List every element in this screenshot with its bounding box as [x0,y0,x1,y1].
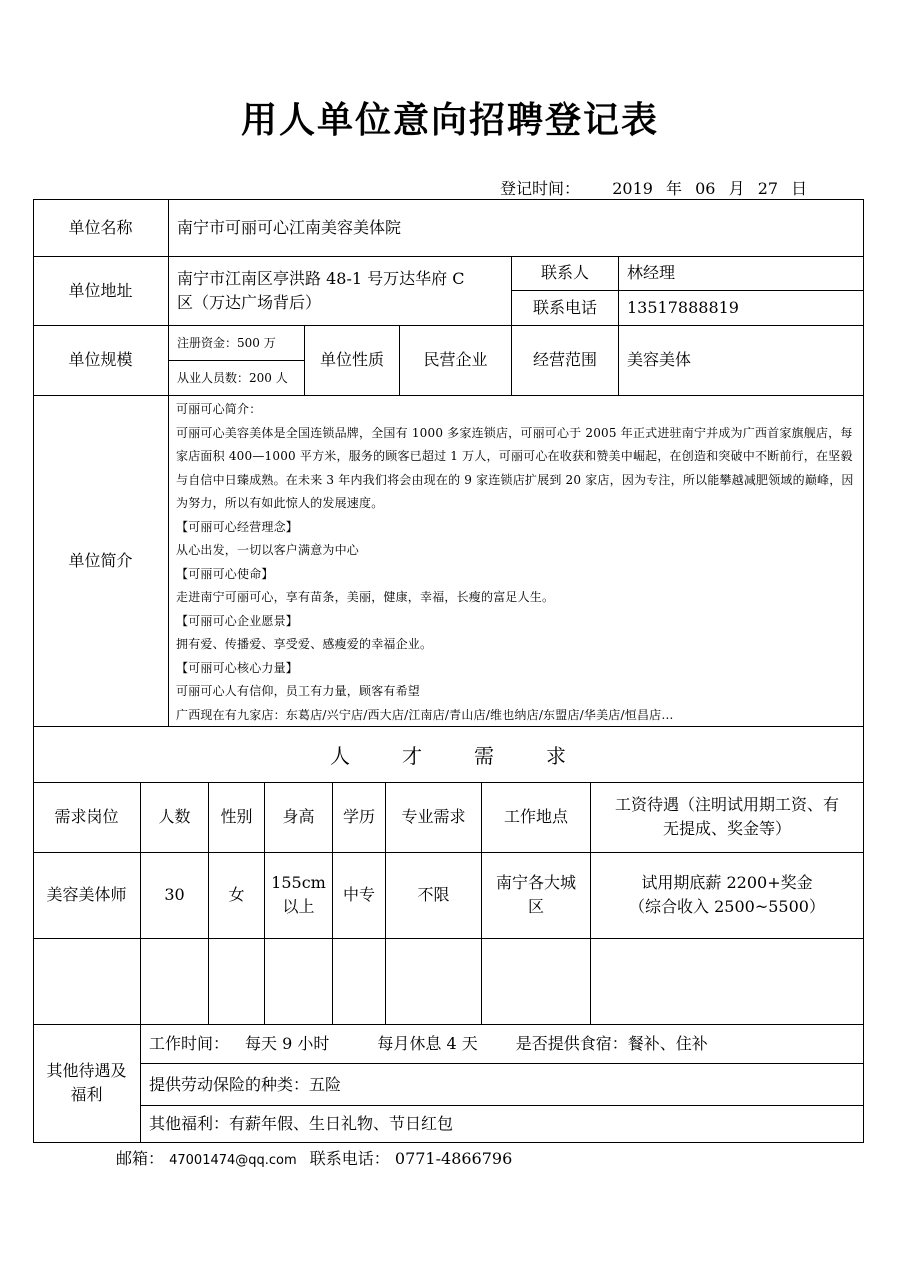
intro-stores: 广西现在有九家店：东葛店/兴宁店/西大店/江南店/青山店/维也纳店/东盟店/华美店/恒昌店… [176,707,674,722]
intro-heading: 可丽可心简介： [176,402,262,416]
row-major: 不限 [417,885,450,904]
company-scale-label: 单位规模 [68,350,133,369]
header-height: 身高 [282,807,315,826]
meal-value: 餐补、住补 [627,1033,708,1053]
row-location-line1: 南宁各大城 [495,873,576,892]
header-major: 专业需求 [401,807,466,826]
intro-core-text: 可丽可心人有信仰，员工有力量，顾客有希望 [176,684,421,698]
other-benefits-label: 其他福利： [149,1114,230,1133]
email-label: 邮箱： [116,1149,165,1168]
footer-contact [116,1146,512,1169]
row-position: 美容美体师 [46,885,127,904]
intro-philosophy-text: 从心出发，一切以客户满意为中心 [176,543,360,557]
header-count: 人数 [158,807,191,826]
grid-line [863,199,864,1143]
registered-capital: 注册资金：500 万 [177,335,276,350]
company-name-label: 单位名称 [68,217,133,237]
work-time-row [141,1024,863,1063]
company-address-line2: 区（万达广场背后） [177,292,322,312]
company-address-line1: 南宁市江南区亭洪路 48-1 号万达华府 C [177,268,465,288]
talent-char: 需 [474,743,494,768]
work-time: 每天 9 小时 [245,1033,330,1053]
talent-char: 才 [402,743,422,768]
company-address-label: 单位地址 [68,280,133,300]
business-scope-label: 经营范围 [532,350,597,369]
footer-phone-label: 联系电话： [309,1149,390,1168]
register-time-label: 登记时间： [500,179,581,198]
row-location-line2: 区 [527,897,544,916]
contact-label: 联系人 [540,263,589,282]
other-benefits-row [141,1106,863,1142]
intro-core-title: 【可丽可心核心力量】 [176,660,299,675]
company-name: 南宁市可丽可心江南美容美体院 [177,217,402,237]
intro-mission-title: 【可丽可心使命】 [176,566,274,581]
benefits-label-line2: 福利 [70,1085,103,1104]
header-gender: 性别 [220,807,253,826]
benefits-label-line1: 其他待遇及 [46,1061,127,1080]
talent-char: 人 [330,743,350,768]
talent-char: 求 [546,743,566,768]
company-intro-label: 单位简介 [68,550,133,570]
header-salary [591,782,863,852]
grid-line [33,1142,864,1143]
header-salary-line2: 无提成、奖金等） [662,819,791,838]
email-address[interactable]: 47001474@qq.com [169,1153,297,1168]
contact-name: 林经理 [627,263,676,282]
row-count: 30 [164,885,185,904]
header-education: 学历 [342,807,375,826]
register-month: 06 [695,179,716,198]
row-gender: 女 [228,885,245,904]
work-time-label: 工作时间： [149,1033,230,1053]
row-height-line2: 以上 [282,897,315,916]
rest-days: 每月休息 4 天 [377,1033,478,1053]
row-height [265,852,332,938]
insurance-label: 提供劳动保险的种类： [149,1074,310,1094]
other-benefits-value: 有薪年假、生日礼物、节日红包 [229,1114,454,1133]
intro-vision-text: 拥有爱、传播爱、享受爱、感瘦爱的幸福企业。 [176,637,433,651]
insurance-value: 五险 [309,1074,342,1094]
benefits-label [33,1024,140,1142]
register-year-unit: 年 [666,179,683,198]
intro-vision-title: 【可丽可心企业愿景】 [176,613,299,628]
footer-phone[interactable]: 0771-4866796 [394,1149,513,1168]
talent-demand-heading [33,727,863,781]
header-salary-line1: 工资待遇（注明试用期工资、有 [614,795,839,814]
business-scope: 美容美体 [627,350,692,369]
company-intro [176,398,860,727]
company-address [169,256,511,325]
register-month-unit: 月 [728,179,745,198]
grid-line [33,938,864,939]
intro-philosophy-title: 【可丽可心经营理念】 [176,519,299,534]
row-education: 中专 [342,885,375,904]
register-day: 27 [757,179,779,198]
company-nature: 民营企业 [423,350,488,369]
intro-paragraph: 可丽可心美容美体是全国连锁品牌，全国有 1000 多家连锁店，可丽可心于 2005 年正式进驻南宁并成为广西首家旗舰店，每家店面积 400—1000 平方米，服务的顾客已超过 1 万人，可丽可心在收获和赞美中崛起，在创造和突破中不断前行，在坚毅与自信中日臻成熟。在未来 3 年内我们将会由现在的 9 家连锁店扩展到 20 家店，因为专注，所以能攀越减肥领域的巅峰，因为努力，所以有如此惊人的发展速度。 [176,425,854,510]
row-location [482,852,590,938]
register-day-unit: 日 [791,179,808,198]
register-year: 2019 [612,179,653,198]
row-salary-line2: （综合收入 2500~5500） [629,897,825,916]
row-salary-line1: 试用期底薪 2200+奖金 [641,873,813,892]
header-position: 需求岗位 [54,807,119,826]
register-time [500,176,815,199]
phone-label: 联系电话 [532,298,597,317]
phone-number: 13517888819 [627,298,739,317]
company-nature-label: 单位性质 [319,350,384,369]
row-height-line1: 155cm [271,873,326,892]
meal-label: 是否提供食宿： [515,1033,628,1053]
intro-mission-text: 走进南宁可丽可心，享有苗条，美丽，健康，幸福，长瘦的富足人生。 [176,590,555,604]
page-title: 用人单位意向招聘登记表 [240,100,659,141]
header-location: 工作地点 [503,807,568,826]
staff-count: 从业人员数：200 人 [177,371,288,385]
insurance-row [141,1064,863,1105]
row-salary [591,852,863,938]
